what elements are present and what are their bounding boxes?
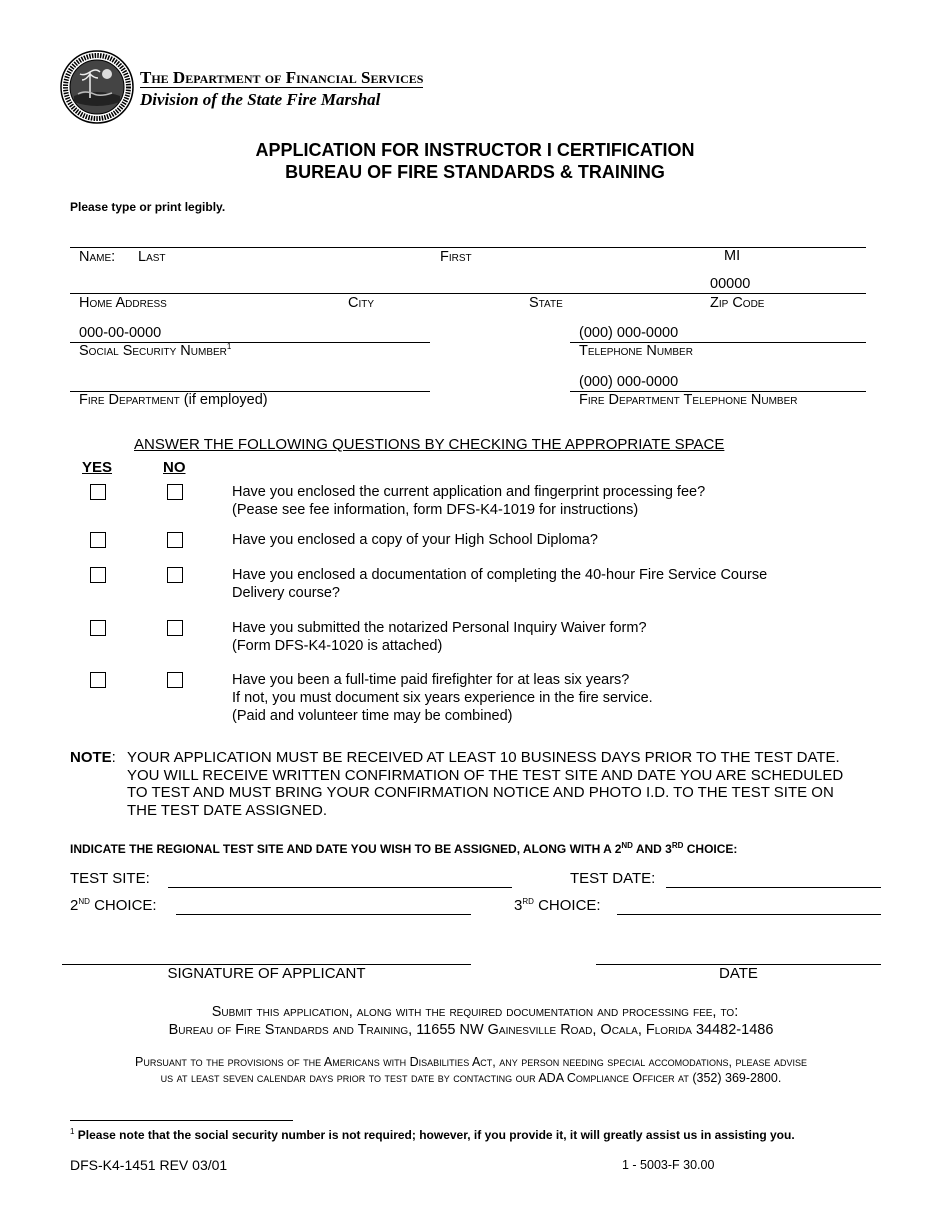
q5-no-checkbox[interactable] [167,672,183,688]
question-1: Have you enclosed the current application and fingerprint processing fee? (Pease see fee information, form DFS-K4-1019 for instructions) [232,484,706,518]
third-choice-label: 3RD CHOICE: [514,897,601,914]
name-line [70,247,866,248]
second-choice-input[interactable] [176,914,471,915]
form-code: 1 - 5003-F 30.00 [622,1158,715,1172]
home-address-field[interactable]: Home Address [79,295,167,311]
phone-label: Telephone Number [579,343,693,359]
note-text: YOUR APPLICATION MUST BE RECEIVED AT LEAST 10 BUSINESS DAYS PRIOR TO THE TEST DATE. YOU WILL RECEIVE WRITTEN CONFIRMATION OF THE TEST SITE AND DATE YOU ARE SCHEDULED TO TEST AND MUST BRING YOUR CONFIRMATION NOTICE AND PHOTO I.D. TO THE TEST SITE ON THE TEST DATE ASSIGNED. [127,749,844,819]
form-subtitle: BUREAU OF FIRE STANDARDS & TRAINING [285,162,665,182]
third-choice-input[interactable] [617,914,881,915]
test-site-input[interactable] [168,887,512,888]
phone-value[interactable]: (000) 000-0000 [579,325,679,341]
q2-no-checkbox[interactable] [167,532,183,548]
form-title: APPLICATION FOR INSTRUCTOR I CERTIFICATION [255,140,695,160]
questions-heading: ANSWER THE FOLLOWING QUESTIONS BY CHECKING THE APPROPRIATE SPACE [134,436,725,453]
first-name-field[interactable]: First [440,249,472,265]
q1-yes-checkbox[interactable] [90,484,106,500]
no-column-header: NO [163,459,186,476]
question-4: Have you submitted the notarized Personal Inquiry Waiver form? (Form DFS-K4-1020 is attached) [232,620,647,654]
city-field[interactable]: City [348,295,375,311]
address-line [70,293,866,294]
ssn-footnote-mark: 1 [226,342,232,352]
test-site-instruction: INDICATE THE REGIONAL TEST SITE AND DATE YOU WISH TO BE ASSIGNED, ALONG WITH A 2ND AND 3RD CHOICE: [70,841,738,856]
zip-code-label: Zip Code [710,295,765,311]
fire-dept-phone-value[interactable]: (000) 000-0000 [579,374,679,390]
question-2: Have you enclosed a copy of your High School Diploma? [232,532,598,548]
second-choice-label: 2ND CHOICE: [70,897,157,914]
name-label: Name: [79,249,116,265]
fire-dept-field[interactable]: Fire Department (if employed) [79,392,268,408]
department-name: The Department of Financial Services [140,68,424,87]
last-name-field[interactable]: Last [138,249,166,265]
question-3: Have you enclosed a documentation of completing the 40-hour Fire Service Course Delivery course? [232,567,768,601]
state-field[interactable]: State [529,295,563,311]
q5-yes-checkbox[interactable] [90,672,106,688]
q1-no-checkbox[interactable] [167,484,183,500]
submit-address: Bureau of Fire Standards and Training, 11655 NW Gainesville Road, Ocala, Florida 34482-1486 [168,1022,774,1038]
zip-code-value[interactable]: 00000 [710,276,751,292]
ada-line-2: us at least seven calendar days prior to test date by contacting our ADA Compliance Officer at (352) 369-2800. [160,1071,782,1085]
division-name: Division of the State Fire Marshal [140,90,381,109]
q3-no-checkbox[interactable] [167,567,183,583]
footnote-divider [70,1120,293,1121]
date-label: DATE [719,965,758,982]
ssn-value[interactable]: 000-00-0000 [79,325,162,341]
q2-yes-checkbox[interactable] [90,532,106,548]
fire-dept-phone-label: Fire Department Telephone Number [579,392,798,408]
ada-line-1: Pursuant to the provisions of the Americans with Disabilities Act, any person needing special accomodations, please advise [135,1055,807,1069]
state-seal-logo [60,50,134,124]
signature-label: SIGNATURE OF APPLICANT [167,965,366,982]
note-label: NOTE: [70,749,116,766]
footnote-mark: 1 [70,1127,75,1136]
yes-column-header: YES [82,459,113,476]
middle-initial-field[interactable]: MI [724,248,741,264]
test-date-label: TEST DATE: [570,870,656,887]
footnote: $^1$ Please note that the social security number is not required; however, if you provide it, it will greatly assist us in assisting you. [70,1127,795,1142]
form-number: DFS-K4-1451 REV 03/01 [70,1157,228,1173]
submit-line-1: Submit this application, along with the required documentation and processing fee, to: [211,1004,739,1020]
question-5: Have you been a full-time paid firefighter for at leas six years? If not, you must document six years experience in the fire service. (Paid and volunteer time may be combined) [232,672,653,724]
ssn-label: Social Security Number$^1$ [79,342,232,359]
test-date-input[interactable] [666,887,881,888]
test-site-label: TEST SITE: [70,870,150,887]
q3-yes-checkbox[interactable] [90,567,106,583]
q4-no-checkbox[interactable] [167,620,183,636]
q4-yes-checkbox[interactable] [90,620,106,636]
instruction-text: Please type or print legibly. [70,200,226,214]
